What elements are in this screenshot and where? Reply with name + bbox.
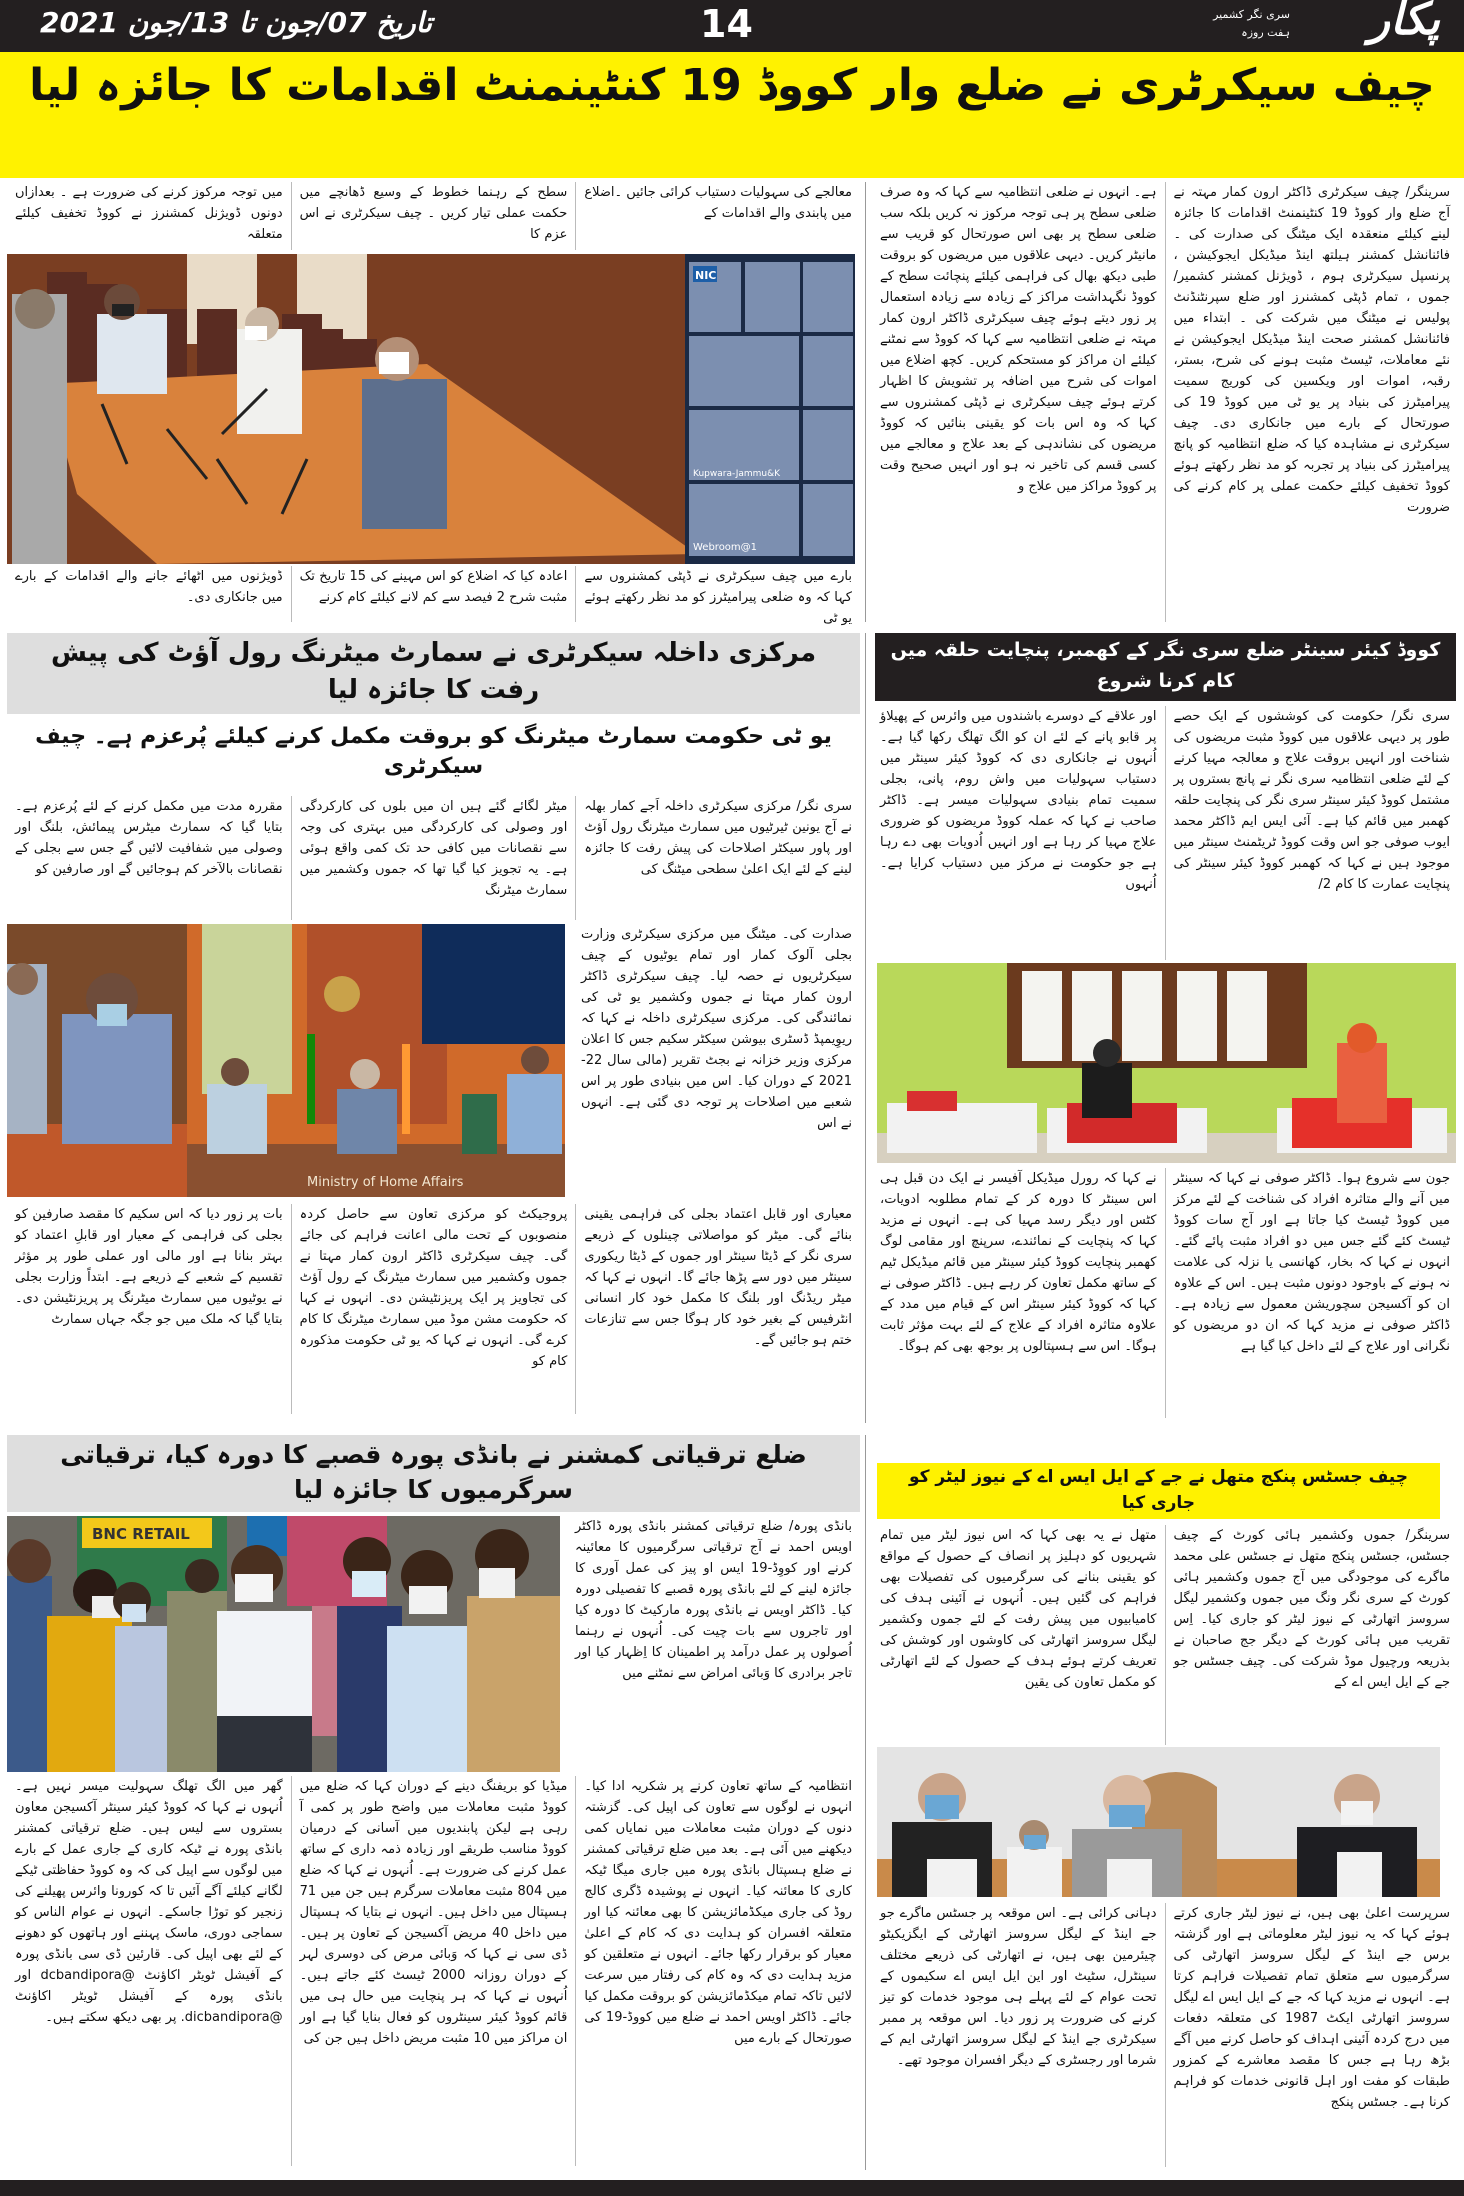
article-column: بانڈی پورہ/ ضلع ترقیاتی کمشنر بانڈی پورہ ڈاکٹر اویس احمد نے آج ترقیاتی سرگرمیوں کا معائینہ کرنے اور کووِڈ-19 ایس او پیز کی عمل آوری کا جائزہ لینے کے لئے بانڈی پورہ قصبے کا تفصیلی دورہ کیا۔ ڈاکٹر اویس نے بانڈی پورہ مارکیٹ کا دورہ کیا اور تاجروں سے بات چیت کی۔ اُنہوں نے رہنما اُصولوں پر عمل درآمد پر اطمینان کا اِظہار کیا اور تاجر برادری کا وَبائی امراض سے نمٹنے میں bbox=[575, 1519, 852, 1681]
story5-text-bottom bbox=[872, 1903, 1458, 2167]
article-column: انتظامیہ کے ساتھ تعاون کرنے پر شکریہ ادا کیا۔ انہوں نے لوگوں سے تعاون کی اپیل کی۔ گزشتہ دنوں کے دوران مثبت معاملات میں نمایاں کمی دیکھنے میں آئی ہے۔ بعد میں ضلع ترقیاتی کمشنر نے ضلع ہسپتال بانڈی پورہ میں جاری میگا ٹیکہ کاری کا معائنہ کیا۔ انہوں نے پوشیدہ ڈگری کالج روڈ کی جاری میکڈمائزیشن کا بھی معائنہ کیا اور متعلقہ افسران کو ہدایت دی کہ کام کے اعلیٰ معیار کو برقرار رکھا جائے۔ انہوں نے متعلقین کو مزید ہدایت دی کہ وہ کام کی رفتار میں سرعت لائیں تاکہ تمام میکڈمائزیشن کو بروقت مکمل کیا جائے۔ ڈاکٹر اویس احمد نے ضلع میں کووڈ-19 کی صورتحال کے بارے میں bbox=[575, 1776, 860, 2166]
article-column: نے کہا کہ رورل میڈیکل آفیسر نے ایک دن قبل ہی اس سینٹر کا دورہ کر کے تمام مطلوبہ ادویات، کٹس اور دیگر رسد مہیا کی ہے۔ انہوں نے مزید کہا کہ پنچایت کے نمائندے، سرپنچ اور مقامی لوگ کھمبر پنچایت کووڈ کیئر سینٹر میں قائم میڈیکل ٹیم کے ساتھ مکمل تعاون کر رہے ہیں۔ ڈاکٹر صوفی نے کہا کہ کووڈ کیئر سینٹر اس کے قیام میں مدد کے علاوہ متاثرہ افراد کے علاج کے لئے بہت مؤثر ثابت ہوگا۔ اس سے ہسپتالوں پر بوجھ بھی کم ہوگا۔ bbox=[880, 1171, 1157, 1354]
story3-headline: کووڈ کیئر سینٹر ضلع سری نگر کے کھمبر، پنچایت حلقہ میں کام کرنا شروع bbox=[875, 633, 1456, 701]
article-column: سرینگر/ چیف سیکرٹری ڈاکٹر ارون کمار مہتہ نے آج ضلع وار کووڈ 19 کنٹینمنٹ اقدامات کا جائزہ لینے کیلئے منعقدہ ایک میٹنگ کی صدارت کی ۔ فائنانشل کمشنر ہیلتھ اینڈ میڈیکل ایجوکیشن ، پرنسپل سیکرٹری ہوم ، ڈویژنل کمشنر کشمیر/ جموں ، تمام ڈپٹی کمشنرز اور ضلع سپرنٹنڈنٹ پولیس نے میٹنگ میں شرکت کی ۔ ابتداء میں فائنانشل کمشنر صحت اینڈ میڈیکل ایجوکیشن نے نئے معاملات، ٹیسٹ مثبت ہونے کی شرح، بستر، رقبہ، اموات اور ویکسین کی کوریج سمیت پیرامیٹرز کی بنیاد پر یو ٹی میں کووڈ 19 کی صورتحال کے بارے میں جانکاری دی۔ چیف سیکرٹری نے مشاہدہ کیا کہ ضلع انتظامیہ کو پانچ پیرامیٹرز کی بنیاد پر تجربہ کو مد نظر رکھتے ہوئے کووڈ تخفیف کیلئے حکمت عملی پر کام کرنے کی ضرورت bbox=[1165, 182, 1459, 622]
logo-city: سری نگر کشمیر bbox=[1213, 8, 1290, 21]
article-column: صدارت کی۔ میٹنگ میں مرکزی سیکرٹری وزارت بجلی آلوک کمار اور تمام یوٹیوں کے چیف سیکرٹریوں نے حصہ لیا۔ چیف سیکرٹری ڈاکٹر ارون کمار مہتا نے جموں وکشمیر یو ٹی کی نمائندگی کی۔ مرکزی سیکرٹری داخلہ نے کہا کہ ریوِیمپڈ ڈسٹری بیوشن سیکٹر سکیم جس کا اعلان مرکزی وزیر خزانہ نے بجٹ تقریر (مالی سال 22-2021 کے دوران کیا۔ اس میں بنیادی طور پر اس شعبے میں اصلاحات پر توجہ دی گئی ہے۔ انہوں نے اس bbox=[581, 927, 852, 1131]
column-divider bbox=[865, 182, 866, 622]
article-column: ہے۔ انہوں نے ضلعی انتظامیہ سے کہا کہ وہ صرف ضلعی سطح پر ہی توجہ مرکوز نہ کریں بلکہ سب ضلعی سطح پر بھی اس صورتحال کو قریب سے مانیٹر کریں۔ دیہی علاقوں میں مریضوں کو بروقت طبی دیکھ بھال کی فراہمی کیلئے پنچائت سطح کے کووڈ نگہداشت مراکز کے زیادہ سے زیادہ استعمال پر زور دیتے ہوئے چیف سیکرٹری ڈاکٹر ارون کمار مہتہ نے ضلعی انتظامیہ سے کہا کہ کووڈ سے نمٹنے کیلئے ان مراکز کو مستحکم کریں۔ کچھ اضلاع میں اموات کی شرح میں اضافہ پر تشویش کا اظہار کرتے ہوئے چیف سیکرٹری نے ڈپٹی کمشنروں سے کہا کہ وہ اس بات کو یقینی بنائیں کہ کووڈ مریضوں کی نشاندہی کے بعد علاج و معالجے میں کسی قسم کی تاخیر نہ ہو اور انہیں صحیح وقت پر کووڈ مراکز میں علاج و bbox=[880, 185, 1157, 494]
story5-text-top bbox=[872, 1525, 1458, 1745]
article-column: میٹر لگائے گئے ہیں ان میں بلوں کی کارکردگی اور وصولی کی کارکردگی میں بہتری کی وجہ سے نقصانات میں کافی حد تک کمی واقع ہوئی ہے۔ یہ تجویز کیا گیا تھا کہ جموں وکشمیر میں سمارٹ میٹرنگ bbox=[291, 796, 576, 920]
article-column: جون سے شروع ہوا۔ ڈاکٹر صوفی نے کہا کہ سینٹر میں آنے والے متاثرہ افراد کی شناخت کے لئے مرکز میں کووڈ ٹیسٹ کیا جاتا ہے اور آج سات کووڈ ٹیسٹ کئے گئے جس میں دو افراد مثبت پائے گئے۔ انہوں نے کہا کہ بخار، کھانسی یا نزلہ کی علامت نہ ہونے کے باوجود دونوں مثبت ہیں۔ اس کے علاوہ ان کو آکسیجن سچوریشن معمول سے زیادہ ہے۔ ڈاکٹر صوفی نے مزید کہا کہ ان دو مریضوں کو نگرانی اور علاج کے لئے داخل کیا گیا ہے bbox=[1165, 1168, 1459, 1418]
article-column: معیاری اور قابل اعتماد بجلی کی فراہمی یقینی بنائے گی۔ میٹر کو مواصلاتی چینلوں کے ذریعے سری نگر کے ڈیٹا سینٹر اور جموں کے ڈیٹا ریکوری سینٹر میں دور سے پڑھا جائے گا۔ انہوں نے کہا کہ میٹر ریڈنگ اور بلنگ کا مکمل خود کار انسانی انٹرفیس کے بغیر خود کار ہوگا جس سے تنازعات ختم ہو جائیں گے۔ bbox=[575, 1204, 860, 1414]
covid-care-centre-photo bbox=[877, 963, 1456, 1163]
article-column: سری نگر/ حکومت کی کوششوں کے ایک حصے طور پر دیہی علاقوں میں کووڈ مثبت مریضوں کی شناخت اور انہیں بروقت علاج و معالجہ مہیا کرنے کے لئے ضلعی انتظامیہ سری نگر نے پانچ بستروں پر مشتمل کووڈ کیئر سینٹر سری نگر کی پنچایت حلقہ کھمبر میں قائم کیا ہے۔ آئی ایس ایم ڈاکٹر محمد ایوب صوفی جو اس وقت کووڈ ٹریٹمنٹ سینٹر میں موجود ہیں نے کہا کہ کھمبر کووڈ کیئر سینٹر کی پنچایت عمارت کا کام 2/ bbox=[1165, 706, 1459, 960]
article-column: میڈیا کو بریفنگ دینے کے دوران کہا کہ ضلع میں کووڈ مثبت معاملات میں واضح طور پر کمی آ رہی ہے لیکن پابندیوں میں آسانی کے درمیان کووڈ مناسب طریقے اور زیادہ ذمہ داری کے ساتھ عمل کرنے کی ضرورت ہے۔ اُنہوں نے کہا کہ ضلع میں 804 مثبت معاملات سرگرم ہیں جن میں 71 ہسپتال میں داخل ہیں۔ انہوں نے بتایا کہ ہسپتال میں داخل 40 مریض آکسیجن کے تعاون پر ہیں۔ ڈی سی نے کہا کہ وَبائی مرض کی دوسری لہر کے دوران روزانہ 2000 ٹیسٹ کئے جاتے ہیں۔ اُنہوں نے کہا کہ ہر پنچایت میں حال ہی میں قائم کووڈ کیئر سینٹروں کو فعال بنایا گیا ہے اور ان مراکز میں 10 مثبت مریض داخل ہیں جن کی bbox=[291, 1776, 576, 2166]
logo-name: پکار bbox=[1368, 0, 1440, 45]
article-column: معالجے کی سہولیات دستیاب کرائی جائیں ۔اضلاع میں پابندی والے اقدامات کے bbox=[575, 182, 860, 250]
issue-date: تاریخ 07/جون تا 13/جون 2021 bbox=[40, 6, 433, 39]
nic-label: NIC bbox=[695, 269, 717, 282]
story5-headline: چیف جسٹس پنکج متھل نے جے کے ایل ایس اے کے نیوز لیٹر کو جاری کیا bbox=[877, 1463, 1440, 1519]
article-column: دہانی کرائی ہے۔ اس موقعہ پر جسٹس ماگرے جو جے اینڈ کے لیگل سروسز اتھارٹی کے ایگزیکیٹو چیئرمین بھی ہیں، نے اتھارٹی کی ذریعے مختلف سینٹرل، سٹیٹ اور این ایل ایس اے سکیموں کے تحت عوام کے لئے پہلے ہی موجود خدمات کو تیز کرنے کی ضرورت پر زور دیا۔ اس موقعہ پر ممبر سیکرٹری جے اینڈ کے لیگل سروسز اتھارٹی ایم کے شرما اور رجسٹری کے دیگر افسران موجود تھے۔ bbox=[880, 1906, 1157, 2068]
video-conference-photo bbox=[7, 924, 565, 1197]
story4-headline: ضلع ترقیاتی کمشنر نے بانڈی پورہ قصبے کا دورہ کیا، ترقیاتی سرگرمیوں کا جائزہ لیا bbox=[7, 1435, 860, 1512]
story2-text-side bbox=[573, 924, 860, 1198]
article-column: سطح کے رہنما خطوط کے وسیع ڈھانچے میں حکمت عملی تیار کریں ۔ چیف سیکرٹری نے اس عزم کا bbox=[291, 182, 576, 250]
district-label: Kupwara-Jammu&K bbox=[693, 469, 781, 479]
article-column: متھل نے یہ بھی کہا کہ اس نیوز لیٹر میں تمام شہریوں کو دہلیز پر انصاف کے حصول کے مواقع کو یقینی بنانے کی سرگرمیوں کی تفصیلات بھی فراہم کی گئیں ہیں۔ اُنہوں نے آئینی ہدف کی کامیابیوں میں پیش رفت کے لئے جموں وکشمیر لیگل سروسز اتھارٹی کی کاوشوں اور کوشش کی تعریف کرتے ہوئے ہدف کے حصول کے لئے اتھارٹی کو مکمل تعاون کی یقین bbox=[880, 1528, 1157, 1690]
newsletter-release-photo bbox=[877, 1747, 1440, 1897]
story2-headline: مرکزی داخلہ سیکرٹری نے سمارٹ میٹرنگ رول آؤٹ کی پیش رفت کا جائزہ لیا bbox=[7, 633, 860, 714]
story4-text-side bbox=[567, 1516, 860, 1774]
meeting-photo bbox=[7, 254, 855, 564]
story2-text-bottom bbox=[7, 1204, 860, 1414]
page-number: 14 bbox=[700, 2, 753, 46]
article-column: سرینگر/ جموں وکشمیر ہائی کورٹ کے چیف جسٹس، جسٹس پنکج متھل نے جسٹس علی محمد ماگرے کی موجودگی میں آج جموں وکشمیر ہائی کورٹ کے سری نگر ونگ میں جموں وکشمیر لیگل سروسز اتھارٹی کے نیوز لیٹر کو جاری کیا۔ اِس تقریب میں ہائی کورٹ کے دیگر جج صاحبان نے بذریعہ ورچیول موڈ شرکت کی۔ چیف جسٹس جو جے کے ایل ایس اے کے bbox=[1165, 1525, 1459, 1745]
article-column: بارے میں چیف سیکرٹری نے ڈپٹی کمشنروں سے کہا کہ وہ ضلعی پیرامیٹرز کو مد نظر رکھتے ہوئے یو ٹی bbox=[575, 566, 860, 622]
footer-bar bbox=[0, 2180, 1464, 2196]
story2-text-top bbox=[7, 796, 860, 920]
bandipora-visit-photo bbox=[7, 1516, 560, 1772]
column-divider bbox=[865, 633, 866, 1423]
article-column: سری نگر/ مرکزی سیکرٹری داخلہ اَجے کمار بھلہ نے آج یونین ٹیرٹیوں میں سمارٹ میٹرنگ رول آؤٹ اور پاور سیکٹر اصلاحات کی پیش رفت کا جائزہ لینے کے لئے ایک اعلیٰ سطحی میٹنگ کی bbox=[575, 796, 860, 920]
story2-subheadline: یو ٹی حکومت سمارٹ میٹرنگ کو بروقت مکمل کرنے کیلئے پُرعزم ہے۔ چیف سیکرٹری bbox=[35, 724, 832, 779]
masthead-bar bbox=[0, 0, 1464, 52]
story1-text-right bbox=[872, 182, 1458, 622]
article-column: اعادہ کیا کہ اضلاع کو اس مہینے کی 15 تاریخ تک مثبت شرح 2 فیصد سے کم لانے کیلئے کام کرنے bbox=[291, 566, 576, 622]
story1-text-bottom bbox=[7, 566, 860, 626]
lead-headline: چیف سیکرٹری نے ضلع وار کووڈ 19 کنٹینمنٹ اقدامات کا جائزہ لیا bbox=[0, 52, 1464, 178]
logo-weekly: ہفت روزہ bbox=[1241, 26, 1290, 39]
story4-text-bottom bbox=[7, 1776, 860, 2166]
column-divider bbox=[865, 1435, 866, 2170]
article-column: سرپرست اعلیٰ بھی ہیں، نے نیوز لیٹر جاری کرتے ہوئے کہا کہ یہ نیوز لیٹر معلوماتی ہے اور گزشتہ برس جے اینڈ کے لیگل سروسز اتھارٹی کی سرگرمیوں سے متعلق تمام تفصیلات فراہم کرتا ہے۔ انہوں نے مزید کہا کہ جے کے ایل ایس اے لیگل سروسز اتھارٹی ایکٹ 1987 کی متعلقہ دفعات میں درج کردہ آئینی اہداف کو حاصل کرنے میں آگے بڑھ رہا ہے جس کا مقصد معاشرے کے کمزور طبقات کو مفت اور اہل قانونی خدمات کو فراہم کرنا ہے۔ جسٹس پنکج bbox=[1165, 1903, 1459, 2167]
story1-text-top bbox=[7, 182, 860, 250]
shop-sign-label: BNC RETAIL bbox=[92, 1525, 190, 1543]
article-column: گھر میں الگ تھلگ سہولیت میسر نہیں ہے۔ اُنہوں نے کہا کہ کووڈ کیئر سینٹر آکسیجن معاون بستروں سے لیس ہیں۔ ضلع ترقیاتی کمشنر بانڈی پورہ نے ٹیکہ کاری کے جاری عمل کے بارے میں لوگوں سے اپیل کی کہ وہ کووڈ حفاظتی ٹیکے لگانے کیلئے آگے آئیں تا کہ کورونا وائرس پھیلنے کی زنجیر کو توڑا جاسکے۔ انہوں نے عوام الناس کو سماجی دوری، ماسک پہننے اور ہاتھوں کو دھونے کے لئے بھی اپیل کی۔ قارئین ڈی سی بانڈی پورہ کے آفیشل ٹویٹر اکاؤنٹ @dcbandipora اور بانڈی پورہ کے آفیشل ٹویٹر اکاؤنٹ @dicbandipora. پر بھی دیکھ سکتے ہیں۔ bbox=[14, 1779, 283, 2025]
article-column: اور علاقے کے دوسرے باشندوں میں وائرس کے پھیلاؤ پر قابو پانے کے لئے ان کو الگ تھلگ رکھا گیا ہے۔ اُنہوں نے جانکاری دی کہ کووڈ کیئر سینٹر میں دستیاب سہولیات میں واش روم، پانی، بجلی سمیت تمام بنیادی سہولیات میسر ہے۔ ڈاکٹر صاحب نے کہا کہ عملہ کووڈ مریضوں کو ضروری علاج مہیا کر رہا ہے اور انہیں اُدویات بھی دے رہا ہے جو حکومت نے مرکز میں دستیاب کرایا ہے۔ اُنہوں bbox=[880, 709, 1157, 892]
article-column: میں توجہ مرکوز کرنے کی ضرورت ہے ۔ بعدازاں دونوں ڈویژنل کمشنرز نے کووڈ تخفیف کیلئے متعلقہ bbox=[14, 185, 283, 242]
story3-text-top bbox=[872, 706, 1458, 960]
article-column: پروجیکٹ کو مرکزی تعاون سے حاصل کردہ منصوبوں کے تحت مالی اعانت فراہم کی جائے گی۔ چیف سیکرٹری ڈاکٹر ارون کمار مہتا نے جموں وکشمیر میں سمارٹ میٹرنگ کے رول آؤٹ کی تجاویز پر ایک پریزنٹیشن دی۔ انہوں نے کہا کہ حکومت مشن موڈ میں سمارٹ میٹرنگ کا کام کرے گی۔ انہوں نے کہا کہ یو ٹی حکومت مذکورہ کام کو bbox=[291, 1204, 576, 1414]
story3-text-bottom bbox=[872, 1168, 1458, 1418]
article-column: مقررہ مدت میں مکمل کرنے کے لئے پُرعزم ہے۔ بتایا گیا کہ سمارٹ میٹرس پیمائش، بلنگ اور وصولی میں شفافیت لائیں گے جس سے بجلی کے نقصانات بالآخر کم ہوجائیں گے اور صارفین کو bbox=[14, 799, 283, 877]
newspaper-logo bbox=[1140, 0, 1440, 52]
article-column: ڈویژنوں میں اٹھائے جانے والے اقدامات کے بارے میں جانکاری دی۔ bbox=[14, 569, 283, 605]
article-column: بات پر زور دیا کہ اس سکیم کا مقصد صارفین کو بجلی کی فراہمی کے معیار اور قابلِ اعتماد کو بہتر بنانا ہے اور مالی اور عملی طور پر مؤثر تقسیم کے شعبے کے ذریعے ہے۔ ابتداً وزارت بجلی نے یوٹیوں میں سمارٹ میٹرنگ پر پریزنٹیشن دی۔ بتایا گیا کہ ملک میں جو جگہ جہاں سمارٹ bbox=[14, 1207, 283, 1327]
ministry-label: Ministry of Home Affairs bbox=[307, 1175, 464, 1190]
room-label: Webroom@1 bbox=[693, 542, 758, 553]
